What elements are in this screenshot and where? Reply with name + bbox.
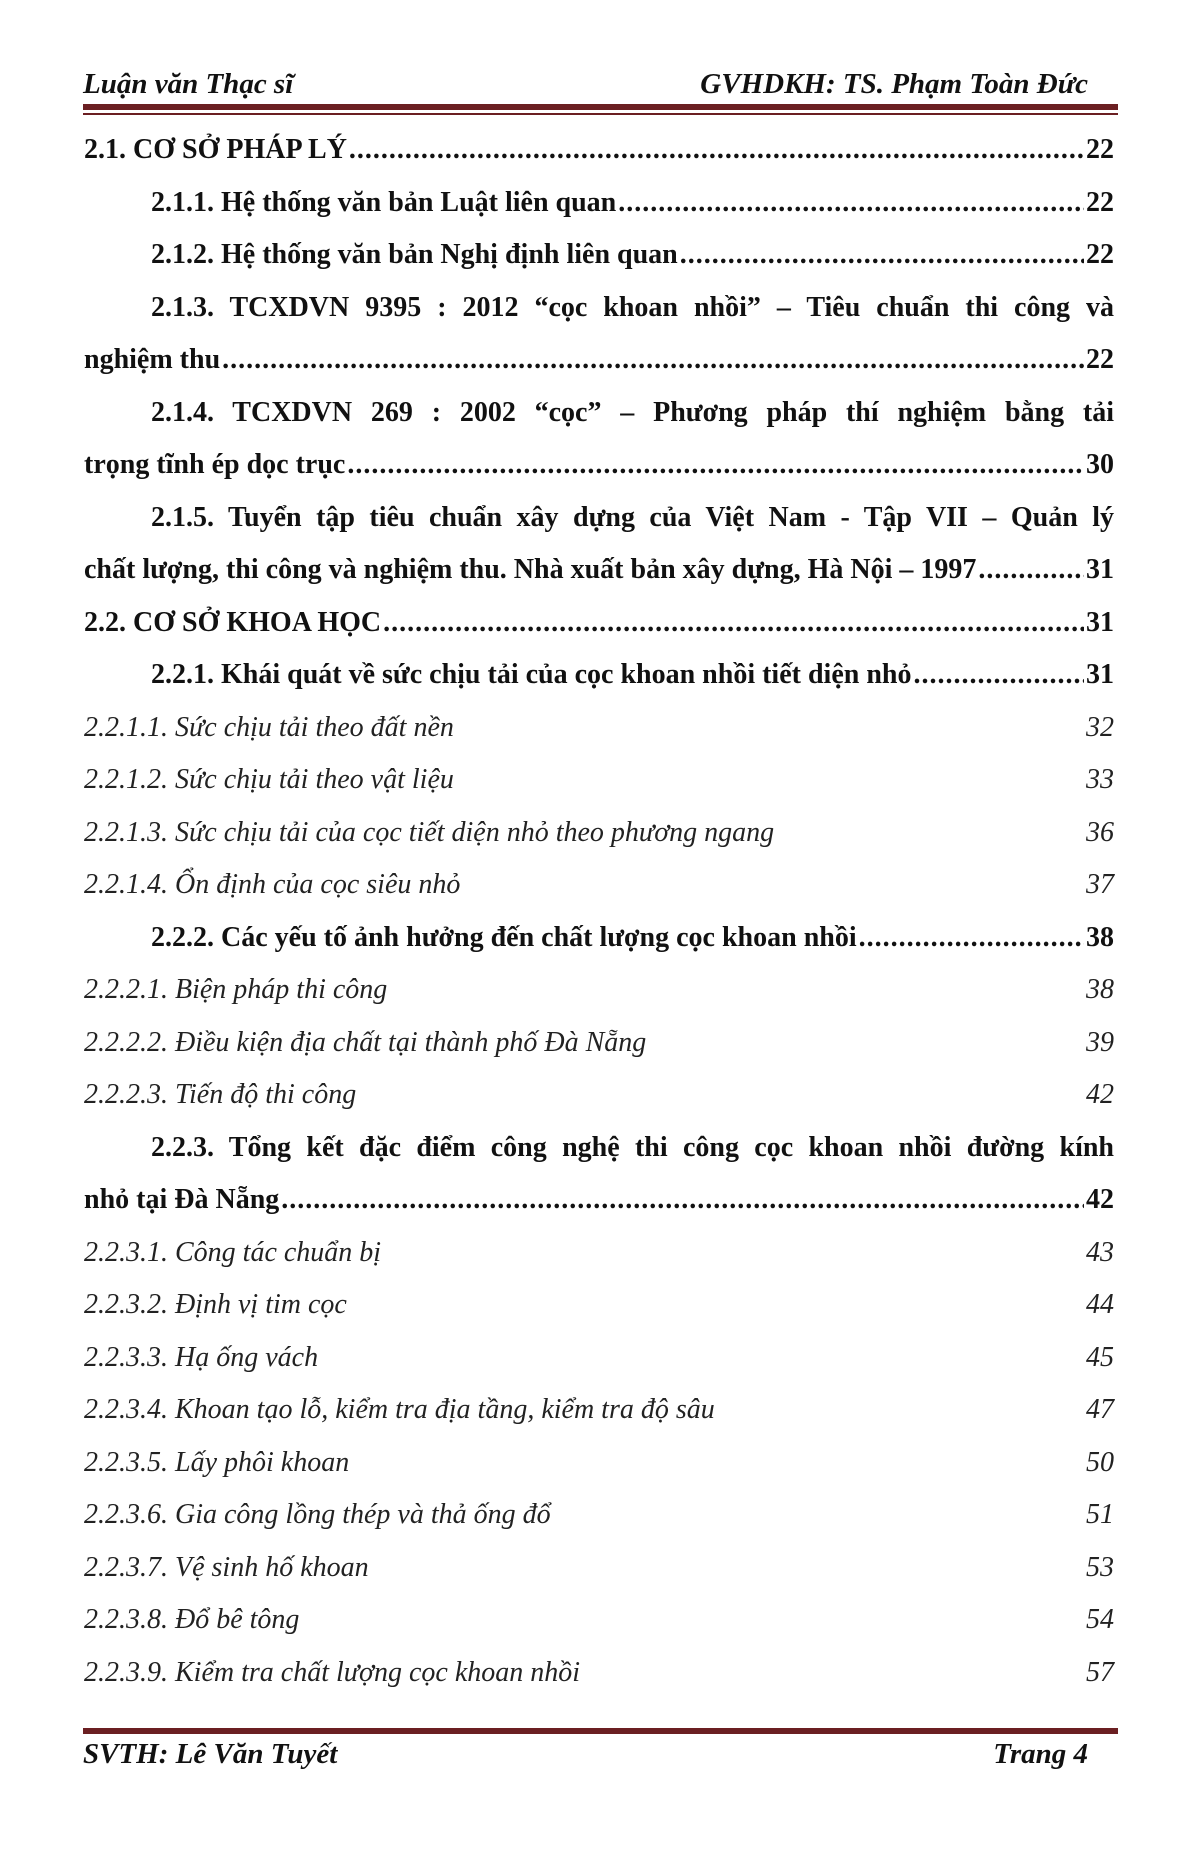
toc-entry-page: 54 bbox=[1086, 1604, 1114, 1635]
page-footer bbox=[83, 1738, 1118, 1786]
toc-entry[interactable] bbox=[84, 1017, 1114, 1070]
header-rule-thick bbox=[83, 104, 1118, 110]
toc-entry-multiline[interactable] bbox=[84, 282, 1114, 387]
toc-entry-title: 2.2.1.1. Sức chịu tải theo đất nền bbox=[84, 711, 454, 743]
toc-entry-title: 2.2.3.6. Gia công lồng thép và thả ống đổ bbox=[84, 1499, 551, 1530]
toc-entry[interactable] bbox=[84, 124, 1114, 177]
toc-entry-title: 2.1.2. Hệ thống văn bản Nghị định liên quan bbox=[151, 239, 678, 270]
toc-entry-title-line1: 2.1.3. TCXDVN 9395 : 2012 “cọc khoan nhồi” – Tiêu chuẩn thi công và bbox=[151, 291, 1114, 323]
footer-page-number: Trang 4 bbox=[993, 1738, 1088, 1770]
toc-entry-title: 2.2.1.4. Ổn định của cọc siêu nhỏ bbox=[84, 869, 461, 900]
toc-entry-title-line1: 2.1.4. TCXDVN 269 : 2002 “cọc” – Phương pháp thí nghiệm bằng tải bbox=[151, 396, 1114, 428]
toc-entry-title-line2: chất lượng, thi công và nghiệm thu. Nhà xuất bản xây dựng, Hà Nội – 1997 bbox=[84, 554, 977, 585]
toc-entry[interactable] bbox=[84, 1437, 1114, 1490]
toc-entry[interactable] bbox=[84, 1227, 1114, 1280]
toc-entry-title: 2.2.1. Khái quát về sức chịu tải của cọc khoan nhồi tiết diện nhỏ bbox=[151, 659, 912, 690]
toc-entry-title-line1: 2.1.5. Tuyển tập tiêu chuẩn xây dựng của Việt Nam - Tập VII – Quản lý bbox=[151, 501, 1114, 533]
toc-entry-page: 31 bbox=[1086, 606, 1114, 638]
toc-entry-title: 2.2.2.2. Điều kiện địa chất tại thành phố Đà Nẵng bbox=[84, 1026, 647, 1058]
toc-entry[interactable] bbox=[84, 1069, 1114, 1122]
page-header bbox=[83, 62, 1118, 110]
toc-leader-dots bbox=[859, 912, 1084, 965]
toc-entry[interactable] bbox=[84, 1279, 1114, 1332]
toc-entry-page: 36 bbox=[1086, 816, 1114, 848]
toc-entry-title: 2.2.3.9. Kiểm tra chất lượng cọc khoan nhồi bbox=[84, 1656, 581, 1688]
toc-leader-dots bbox=[978, 544, 1084, 597]
toc-entry-page: 22 bbox=[1086, 344, 1114, 375]
toc-entry[interactable] bbox=[84, 1332, 1114, 1385]
toc-entry[interactable] bbox=[84, 1647, 1114, 1700]
toc-entry-page: 42 bbox=[1086, 1184, 1114, 1215]
toc-entry-page: 38 bbox=[1086, 974, 1114, 1005]
toc-entry-page: 31 bbox=[1086, 659, 1114, 690]
toc-entry-title: 2.2.2.1. Biện pháp thi công bbox=[84, 974, 388, 1005]
toc-entry-page: 57 bbox=[1086, 1656, 1114, 1688]
toc-entry-title-line2: trọng tĩnh ép dọc trục bbox=[84, 449, 346, 480]
toc-entry-title: 2.2.3.8. Đổ bê tông bbox=[84, 1604, 300, 1635]
toc-leader-dots bbox=[349, 124, 1084, 177]
toc-entry-page: 44 bbox=[1086, 1289, 1114, 1320]
toc-entry-page: 47 bbox=[1086, 1394, 1114, 1425]
header-rule-thin bbox=[83, 113, 1118, 115]
toc-entry-page: 53 bbox=[1086, 1551, 1114, 1583]
toc-entry-page: 38 bbox=[1086, 921, 1114, 953]
toc-leader-dots bbox=[913, 649, 1084, 702]
toc-entry-page: 22 bbox=[1086, 134, 1114, 165]
toc-entry-title: 2.1.1. Hệ thống văn bản Luật liên quan bbox=[151, 186, 617, 218]
toc-entry-title: 2.1. CƠ SỞ PHÁP LÝ bbox=[84, 134, 347, 165]
toc-entry-title: 2.2.3.5. Lấy phôi khoan bbox=[84, 1446, 350, 1478]
toc-entry-title: 2.2.3.3. Hạ ống vách bbox=[84, 1341, 319, 1373]
toc-entry[interactable] bbox=[84, 754, 1114, 807]
toc-entry[interactable] bbox=[84, 1594, 1114, 1647]
toc-entry-page: 43 bbox=[1086, 1236, 1114, 1268]
toc-entry-page: 31 bbox=[1086, 554, 1114, 585]
toc-entry-page: 22 bbox=[1086, 239, 1114, 270]
toc-entry-title: 2.2.3.1. Công tác chuẩn bị bbox=[84, 1236, 382, 1268]
toc-entry-page: 32 bbox=[1086, 711, 1114, 743]
toc-entry[interactable] bbox=[84, 1542, 1114, 1595]
toc-entry[interactable] bbox=[84, 177, 1114, 230]
toc-entry-title-line2: nhỏ tại Đà Nẵng bbox=[84, 1184, 280, 1215]
table-of-contents bbox=[84, 124, 1114, 1699]
footer-student-name: SVTH: Lê Văn Tuyết bbox=[83, 1738, 338, 1770]
toc-entry-title-line1: 2.2.3. Tổng kết đặc điểm công nghệ thi công cọc khoan nhồi đường kính bbox=[151, 1131, 1114, 1163]
toc-leader-dots bbox=[281, 1174, 1084, 1227]
toc-entry-title: 2.2. CƠ SỞ KHOA HỌC bbox=[84, 606, 382, 638]
toc-entry-multiline[interactable] bbox=[84, 387, 1114, 492]
toc-entry-title: 2.2.3.4. Khoan tạo lỗ, kiểm tra địa tầng, kiểm tra độ sâu bbox=[84, 1394, 715, 1425]
toc-leader-dots bbox=[680, 229, 1084, 282]
toc-entry[interactable] bbox=[84, 702, 1114, 755]
toc-entry-multiline[interactable] bbox=[84, 1122, 1114, 1227]
toc-entry[interactable] bbox=[84, 859, 1114, 912]
toc-leader-dots bbox=[222, 334, 1084, 387]
toc-leader-dots bbox=[618, 177, 1084, 230]
toc-entry[interactable] bbox=[84, 1384, 1114, 1437]
toc-entry-page: 30 bbox=[1086, 449, 1114, 480]
header-supervisor: GVHDKH: TS. Phạm Toàn Đức bbox=[700, 68, 1088, 100]
toc-entry[interactable] bbox=[84, 912, 1114, 965]
toc-entry-page: 51 bbox=[1086, 1499, 1114, 1530]
toc-entry-title: 2.2.3.2. Định vị tim cọc bbox=[84, 1289, 347, 1320]
header-thesis-title: Luận văn Thạc sĩ bbox=[83, 68, 294, 100]
toc-entry-multiline[interactable] bbox=[84, 492, 1114, 597]
toc-entry-page: 22 bbox=[1086, 186, 1114, 218]
toc-entry[interactable] bbox=[84, 1489, 1114, 1542]
toc-entry-title: 2.2.2.3. Tiến độ thi công bbox=[84, 1079, 357, 1110]
toc-entry-page: 42 bbox=[1086, 1079, 1114, 1110]
toc-leader-dots bbox=[383, 597, 1084, 650]
toc-entry-title: 2.2.1.2. Sức chịu tải theo vật liệu bbox=[84, 764, 454, 795]
toc-entry[interactable] bbox=[84, 229, 1114, 282]
footer-rule-thick bbox=[83, 1728, 1118, 1734]
toc-entry-title: 2.2.3.7. Vệ sinh hố khoan bbox=[84, 1551, 369, 1583]
toc-entry-page: 50 bbox=[1086, 1446, 1114, 1478]
toc-entry-page: 33 bbox=[1086, 764, 1114, 795]
toc-entry[interactable] bbox=[84, 649, 1114, 702]
toc-entry[interactable] bbox=[84, 807, 1114, 860]
toc-entry-page: 37 bbox=[1086, 869, 1114, 900]
toc-entry-title: 2.2.2. Các yếu tố ảnh hưởng đến chất lượng cọc khoan nhồi bbox=[151, 921, 857, 953]
toc-leader-dots bbox=[347, 439, 1084, 492]
toc-entry-title-line2: nghiệm thu bbox=[84, 344, 221, 375]
toc-entry[interactable] bbox=[84, 964, 1114, 1017]
toc-entry-title: 2.2.1.3. Sức chịu tải của cọc tiết diện nhỏ theo phương ngang bbox=[84, 816, 775, 848]
toc-entry[interactable] bbox=[84, 597, 1114, 650]
toc-entry-page: 45 bbox=[1086, 1341, 1114, 1373]
toc-entry-page: 39 bbox=[1086, 1026, 1114, 1058]
